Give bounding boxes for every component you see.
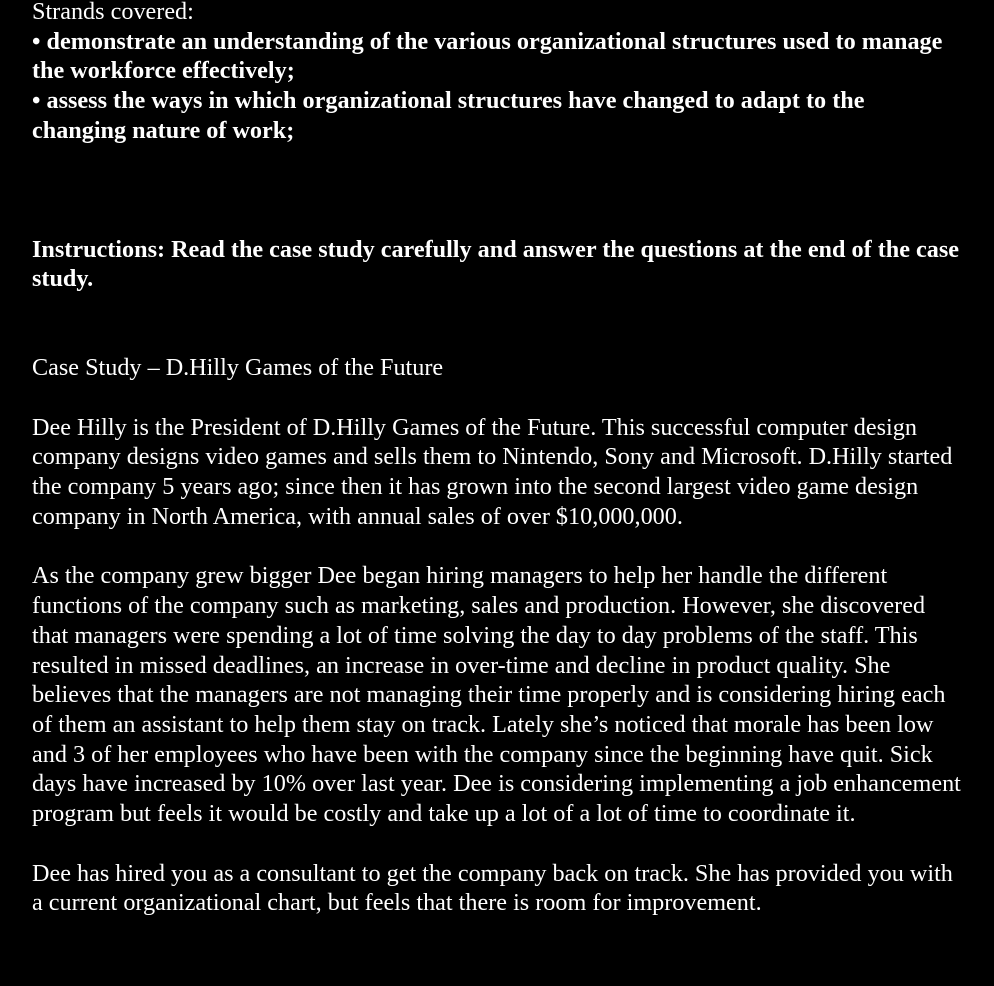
strand-item: • demonstrate an understanding of the various organizational structures used to manage the workforce effectively; [32, 27, 943, 85]
case-study-paragraph: As the company grew bigger Dee began hiring managers to help her handle the different functions of the company such as marketing, sales and production. However, she discovered that managers were spending a lot of time solving the day to day problems of the staff. This resulted in missed deadlines, an increase in over-time and decline in product quality. She believes that the managers are not managing their time properly and is considering hiring each of them an assistant to help them stay on track. Lately she’s noticed that morale has been low and 3 of her employees who have been with the company since the beginning have quit. Sick days have increased by 10% over last year. Dee is considering implementing a job enhancement program but feels it would be costly and take up a lot of a lot of time to coordinate it. [32, 562, 961, 828]
strand-item: • assess the ways in which organizational structures have changed to adapt to the changing nature of work; [32, 87, 865, 144]
instructions: Instructions: Read the case study carefully and answer the questions at the end of the case study. [32, 235, 959, 293]
case-study-paragraph: Dee Hilly is the President of D.Hilly Games of the Future. This successful computer design company designs video games and sells them to Nintendo, Sony and Microsoft. D.Hilly started the company 5 years ago; since then it has grown into the second largest video game design company in North America, with annual sales of over $10,000,000. [32, 413, 953, 530]
strands-heading: Strands covered: [32, 0, 194, 25]
case-study-paragraph: Dee has hired you as a consultant to get the company back on track. She has provided you with a current organizational chart, but feels that there is room for improvement. [32, 859, 953, 917]
case-study-title: Case Study – D.Hilly Games of the Future [32, 353, 444, 381]
